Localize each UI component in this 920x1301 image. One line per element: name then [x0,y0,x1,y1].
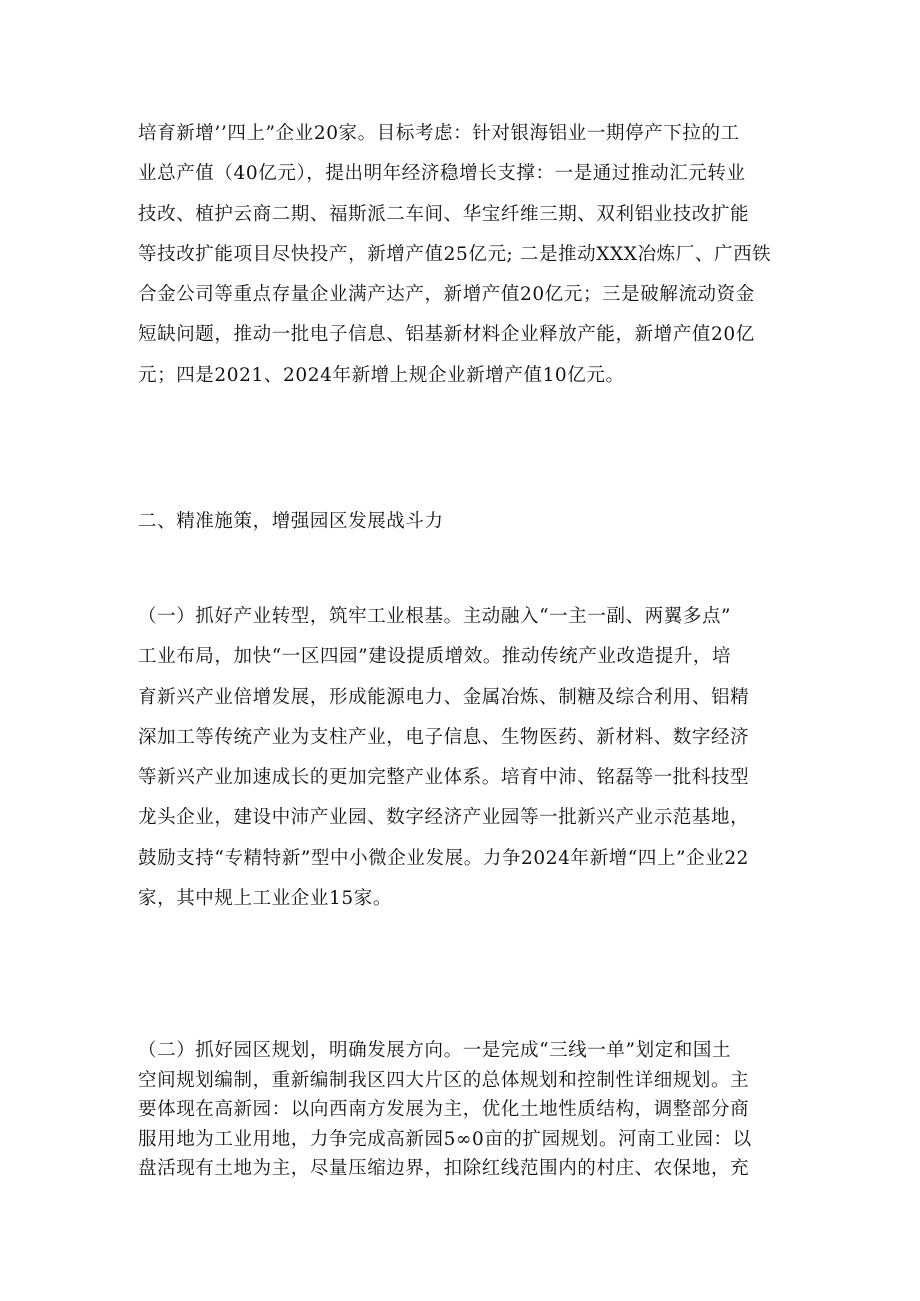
text-line: 短缺问题，推动一批电子信息、铝基新材料企业释放产能，新增产值20亿 [138,324,755,346]
text-line: 元；四是2021、2024年新增上规企业新增产值10亿元。 [138,364,625,386]
text-line: 龙头企业，建设中沛产业园、数字经济产业园等一批新兴产业示范基地， [138,807,750,829]
text-line: 深加工等传统产业为支柱产业，电子信息、生物医药、新材料、数字经济 [138,726,750,748]
text-line: 鼓励支持“专精特新”型中小微企业发展。力争2024年新增“四上”企业22 [138,847,750,869]
text-line: 服用地为工业用地，力争完成高新园5∞0亩的扩园规划。河南工业园：以 [138,1128,752,1150]
text-line: 培育新增’’四上”企业20家。目标考虑：针对银海铝业一期停产下拉的工 [138,123,740,144]
text-line: 要体现在高新园：以向西南方发展为主，优化土地性质结构，调整部分商 [138,1099,750,1121]
text-line: 技改、植护云商二期、福斯派二车间、华宝纤维三期、双利铝业技改扩能 [138,203,750,225]
text-line: 工业布局，加快“一区四园”建设提质增效。推动传统产业改造提升，培 [138,646,732,668]
section-heading-text: 二、精准施策，增强园区发展战斗力 [138,511,444,532]
text-line: 等新兴产业加速成长的更加完整产业体系。培育中沛、铭磊等一批科技型 [138,767,750,789]
paragraph-industrial-output [138,114,788,396]
section-heading [138,502,788,542]
text-line: 盘活现有土地为主，尽量压缩边界，扣除红线范围内的村庄、农保地，充 [138,1158,750,1180]
text-line: （二）抓好园区规划，明确发展方向。一是完成“三线一单”划定和国土 [138,1040,732,1061]
text-line: 等技改扩能项目尽快投产，新增产值25亿元; 二是推动XXX冶炼厂、广西铁 [138,243,772,265]
text-line: 家，其中规上工业企业15家。 [138,888,392,910]
text-line: （一）抓好产业转型，筑牢工业根基。主动融入“一主一副、两翼多点” [138,606,732,627]
text-line: 业总产值（40亿元），提出明年经济稳增长支撑：一是通过推动汇元转业 [138,163,746,185]
paragraph-park-planning [138,1036,788,1184]
paragraph-industrial-transformation [138,597,788,919]
text-line: 合金公司等重点存量企业满产达产，新增产值20亿元；三是破解流动资金 [138,284,755,306]
text-line: 空间规划编制，重新编制我区四大片区的总体规划和控制性详细规划。主 [138,1069,750,1091]
text-line: 育新兴产业倍增发展，形成能源电力、金属冶炼、制糖及综合利用、铝精 [138,686,750,708]
